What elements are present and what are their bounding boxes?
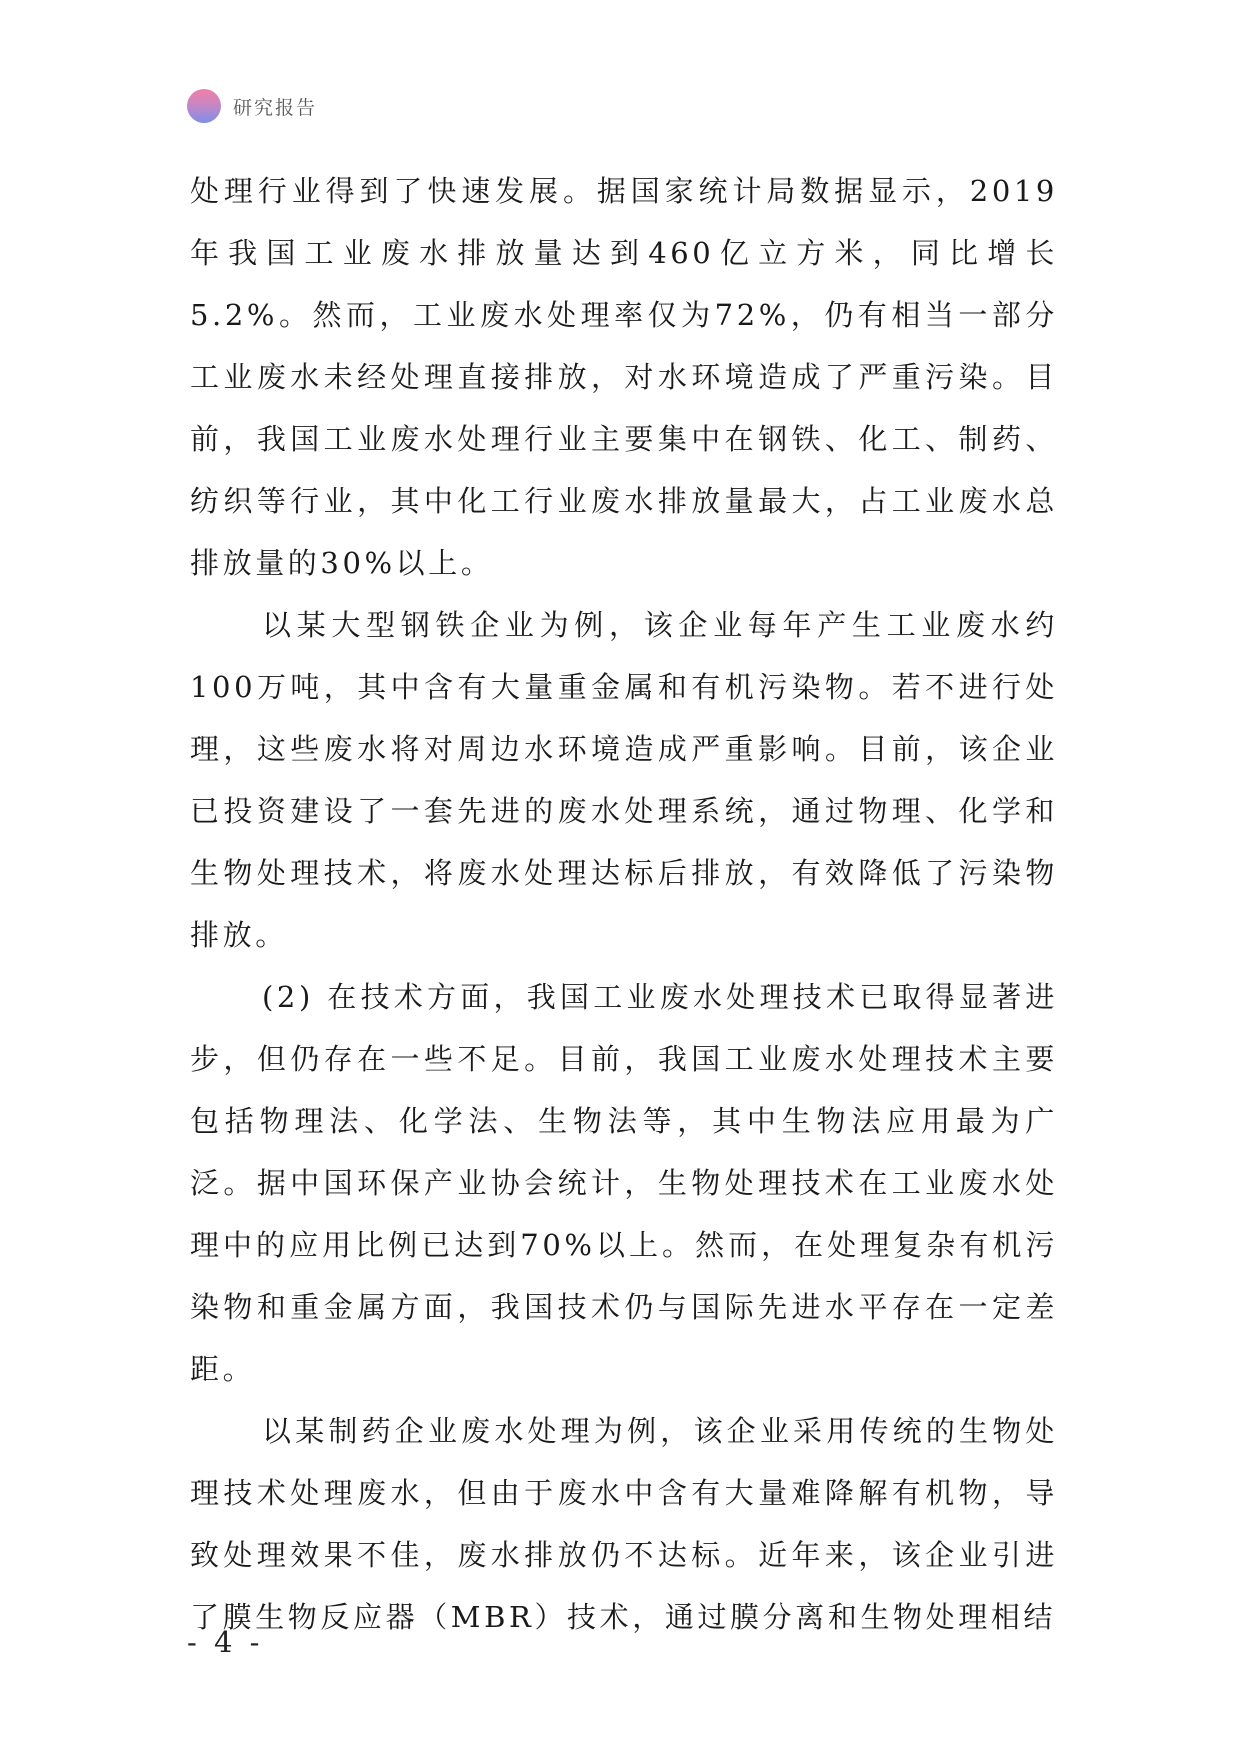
paragraph-4: 以某制药企业废水处理为例，该企业采用传统的生物处理技术处理废水，但由于废水中含有大量难降解有机物，导致处理效果不佳，废水排放仍不达标。近年来，该企业引进了膜生物反应器（MBR）技术，通过膜分离和生物处理相结: [190, 1414, 1058, 1634]
paragraph-2: 以某大型钢铁企业为例，该企业每年产生工业废水约100万吨，其中含有大量重金属和有机污染物。若不进行处理，这些废水将对周边水环境造成严重影响。目前，该企业已投资建设了一套先进的废水处理系统，通过物理、化学和生物处理技术，将废水处理达标后排放，有效降低了污染物排放。: [190, 608, 1058, 952]
page-header: [187, 88, 317, 124]
paragraph-3: (2) 在技术方面，我国工业废水处理技术已取得显著进步，但仍存在一些不足。目前，我国工业废水处理技术主要包括物理法、化学法、生物法等，其中生物法应用最为广泛。据中国环保产业协会统计，生物处理技术在工业废水处理中的应用比例已达到70%以上。然而，在处理复杂有机污染物和重金属方面，我国技术仍与国际先进水平存在一定差距。: [190, 980, 1058, 1386]
page-number: - 4 -: [187, 1625, 264, 1659]
header-title: 研究报告: [233, 96, 318, 119]
paragraph-1: 处理行业得到了快速发展。据国家统计局数据显示，2019年我国工业废水排放量达到460亿立方米，同比增长5.2%。然而，工业废水处理率仅为72%，仍有相当一部分工业废水未经处理直接排放，对水环境造成了严重污染。目前，我国工业废水处理行业主要集中在钢铁、化工、制药、纺织等行业，其中化工行业废水排放量最大，占工业废水总排放量的30%以上。: [190, 174, 1058, 580]
report-logo-icon: [187, 89, 221, 123]
document-body: [190, 160, 1058, 1648]
